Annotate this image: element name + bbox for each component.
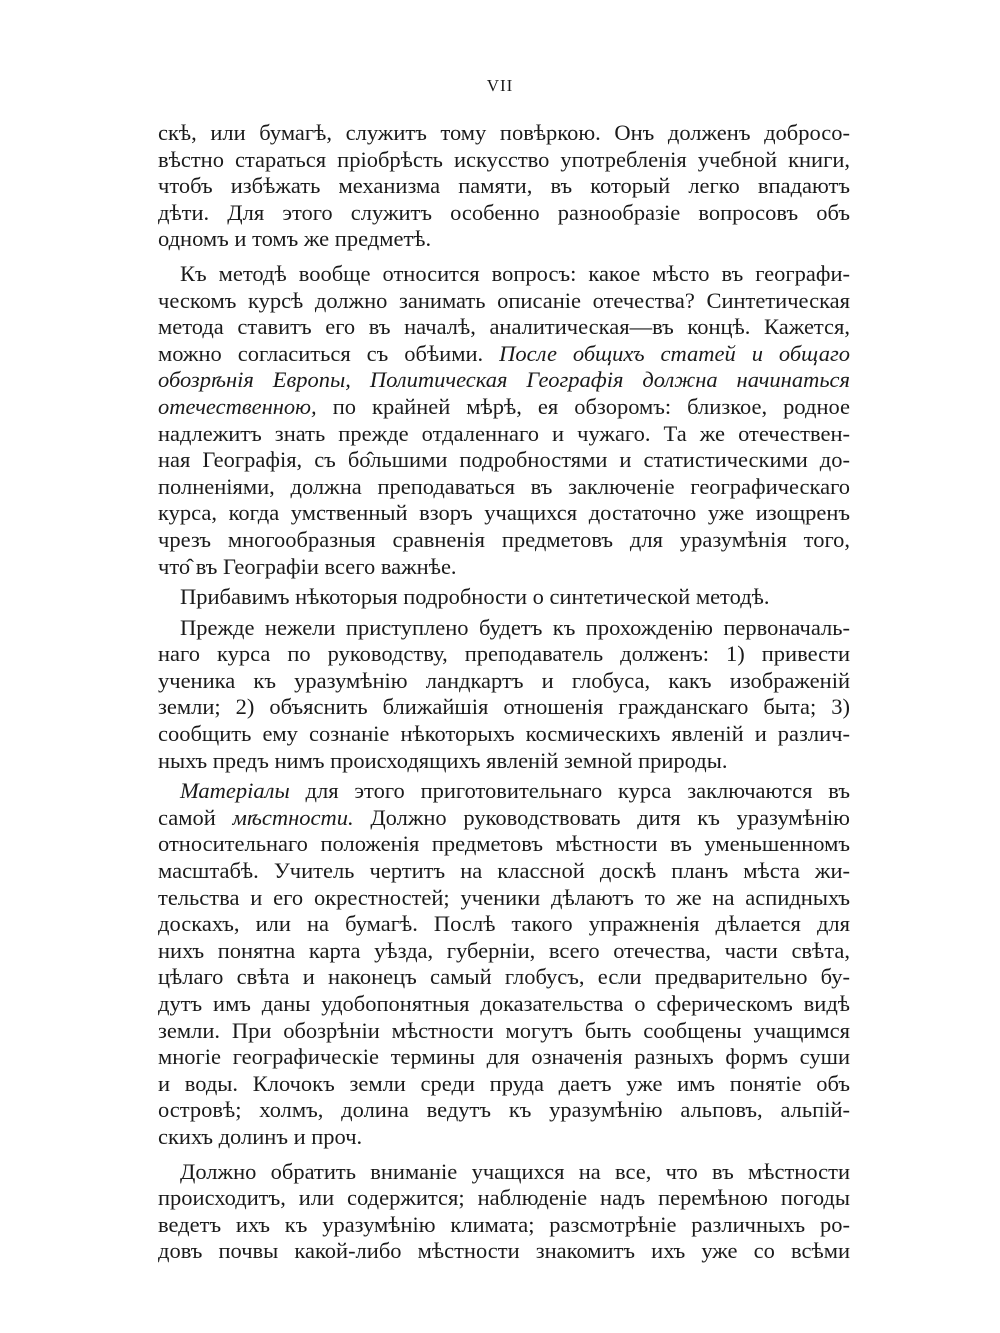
text-line: скѣ, или бумагѣ, служитъ тому повѣркою. Онъ долженъ добросо- [158, 120, 850, 145]
text-line: полненіями, должна преподаваться въ заключеніе географическаго [158, 473, 850, 499]
text-line: земли. При обозрѣніи мѣстности могутъ быть сообщены учащимся [158, 1017, 850, 1043]
text-segment: Должно руководствовать дитя къ уразумѣнію [353, 804, 850, 830]
page-number: VII [486, 76, 514, 95]
italic-segment: обозрѣнія Европы, [158, 367, 351, 393]
paragraph-6 [158, 1159, 850, 1265]
text-line: довъ почвы какой-либо мѣстности знакомитъ ихъ уже со всѣми [158, 1238, 850, 1264]
italic-segment: Матеріалы [180, 778, 290, 804]
paragraph-5 [158, 778, 850, 1150]
text-line: относительнаго положенія предметовъ мѣстности въ уменьшенномъ [158, 831, 850, 857]
italic-segment: После общихъ статей и общаго [499, 340, 851, 366]
text-line: метода ставитъ его въ началѣ, аналитическая—въ концѣ. Кажется, [158, 314, 850, 340]
text-line [158, 341, 850, 368]
text-line [158, 778, 850, 805]
body-text [158, 120, 850, 1265]
text-segment: самой [158, 804, 233, 830]
paragraph-3 [158, 584, 850, 611]
text-line: цѣлаго свѣта и наконецъ самый глобусъ, если предварительно бу- [158, 964, 850, 990]
text-line: ведетъ ихъ къ уразумѣнію климата; разсмотрѣніе различныхъ ро- [158, 1211, 850, 1237]
paragraph-2 [158, 261, 850, 580]
text-line: земли; 2) объяснить ближайшія отношенія гражданскаго быта; 3) [158, 694, 850, 720]
text-segment: по крайней мѣрѣ, ея обзоромъ: близкое, родное [316, 393, 850, 419]
paragraph-1 [158, 120, 850, 253]
text-line: одномъ и томъ же предметѣ. [158, 226, 432, 252]
italic-segment: мѣстности. [232, 804, 354, 830]
text-line: масштабѣ. Учитель чертитъ на классной доскѣ планъ мѣста жи- [158, 858, 850, 884]
text-line: ученика къ уразумѣнію ландкартъ и глобуса, какъ изображеній [158, 667, 850, 693]
text-line: дѣти. Для этого служитъ особенно разнообразіе вопросовъ объ [158, 199, 850, 225]
text-line [158, 805, 850, 832]
text-line [158, 394, 850, 421]
italic-segment: Политическая Географія должна начинаться [350, 367, 851, 393]
text-line: Къ методѣ вообще относится вопросъ: какое мѣсто въ географи- [180, 260, 850, 286]
text-line: вѣстно стараться пріобрѣсть искусство употребленія учебной книги, [158, 146, 850, 172]
text-line: нихъ понятна карта уѣзда, губерніи, всего отечества, части свѣта, [158, 937, 850, 963]
text-segment: для этого приготовительнаго курса заключаются въ [289, 778, 850, 804]
text-line: надлежитъ знать прежде отдаленнаго и чужаго. Та же отечествен- [158, 420, 850, 446]
text-segment: можно согласиться съ обѣими. [158, 340, 484, 366]
text-line: происходитъ, или содержится; наблюденіе надъ перемѣною погоды [158, 1185, 850, 1211]
text-line [158, 367, 850, 394]
text-line: тельства и его окрестностей; ученики дѣлаютъ то же на аспидныхъ [158, 884, 850, 910]
text-line: многіе географическіе термины для означенія разныхъ формъ суши [158, 1044, 850, 1070]
text-line: сообщить ему сознаніе нѣкоторыхъ космическихъ явленій и различ- [158, 721, 850, 747]
text-line: доскахъ, или на бумагѣ. Послѣ такого упражненія дѣлается для [158, 911, 850, 937]
text-line: Прибавимъ нѣкоторыя подробности о синтетической методѣ. [180, 584, 770, 610]
text-line: скихъ долинъ и проч. [158, 1123, 363, 1149]
text-line: что̂ въ Географіи всего важнѣе. [158, 553, 457, 579]
text-line: курса, когда умственный взоръ учащихся достаточно уже изощренъ [158, 500, 850, 526]
text-line: чрезъ многообразныя сравненія предметовъ для уразумѣнія того, [158, 526, 850, 552]
italic-segment: отечественною, [158, 393, 317, 419]
text-line: Прежде нежели приступлено будетъ къ прохожденію первоначаль- [180, 614, 850, 640]
text-line: ная Географія, съ бо̂льшими подробностями и статистическими до- [158, 447, 850, 473]
text-line: ныхъ предъ нимъ происходящихъ явленій земной природы. [158, 747, 728, 773]
text-line: ческомъ курсѣ должно занимать описаніе отечества? Синтетическая [158, 287, 850, 313]
text-line: островѣ; холмъ, долина ведутъ къ уразумѣнію альповъ, альпій- [158, 1097, 850, 1123]
text-line: наго курса по руководству, преподаватель долженъ: 1) привести [158, 641, 850, 667]
text-line: чтобъ избѣжать механизма памяти, въ который легко впадаютъ [158, 173, 850, 199]
text-line: Должно обратить вниманіе учащихся на все, что въ мѣстности [180, 1158, 850, 1184]
text-line: дутъ имъ даны удобопонятныя доказательства о сферическомъ видѣ [158, 991, 850, 1016]
paragraph-4 [158, 615, 850, 775]
text-line: и воды. Клочокъ земли среди пруда даетъ уже имъ понятіе объ [158, 1070, 850, 1096]
